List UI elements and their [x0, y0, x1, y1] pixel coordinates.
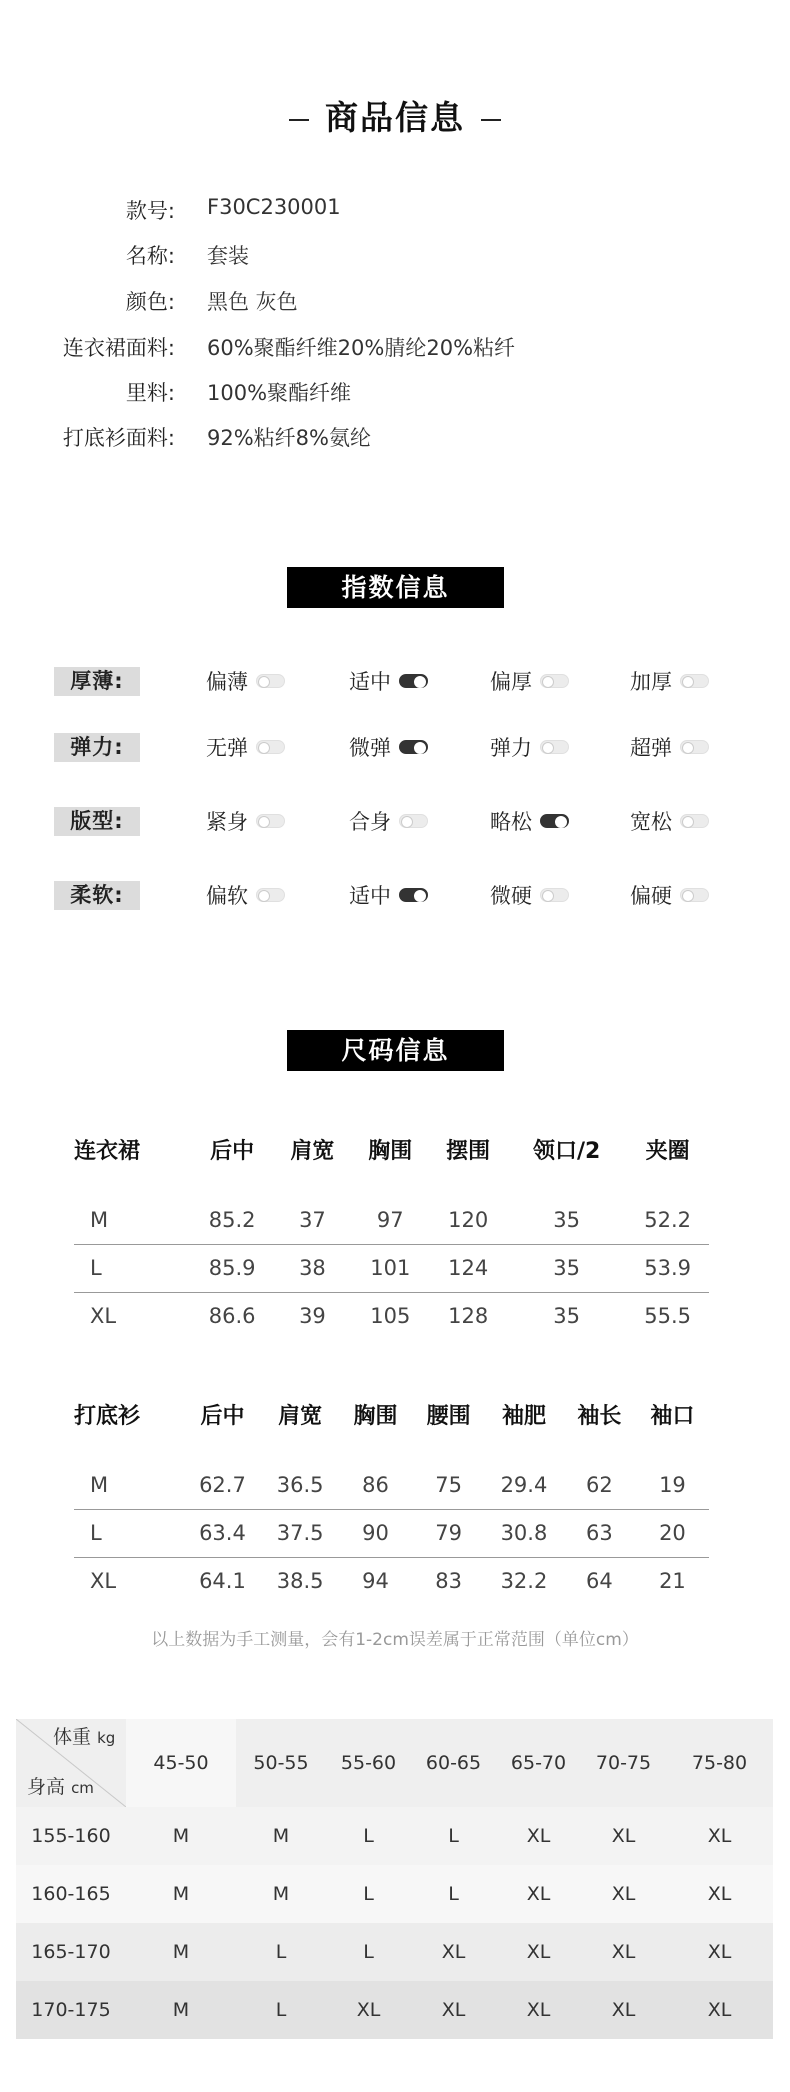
index-option: [490, 733, 569, 763]
index-row: [0, 733, 790, 763]
table-cell: 105: [370, 1304, 411, 1329]
rec-corner-cell: [16, 1719, 126, 1807]
index-option-label: 合身: [349, 810, 391, 834]
table-row: [74, 1461, 709, 1509]
table-cell: 38.5: [276, 1569, 324, 1594]
info-label: 里料:: [125, 381, 175, 405]
table-cell: 35: [507, 1196, 626, 1244]
table-cell: 86.6: [208, 1304, 256, 1329]
info-value: 套装: [207, 244, 249, 268]
table-cell: 94: [362, 1569, 389, 1594]
size-cell: L: [275, 1941, 287, 1963]
weight-range-header: 45-50: [153, 1752, 209, 1774]
index-row: [0, 881, 790, 911]
index-option: [490, 667, 569, 697]
weight-range-header: 55-60: [340, 1752, 397, 1774]
table-cell: 128: [448, 1304, 489, 1329]
index-option-label: 偏软: [206, 884, 248, 908]
table-cell: 32.2: [500, 1569, 548, 1594]
table-cell: 19: [636, 1461, 709, 1509]
table-header-row: [74, 1130, 709, 1196]
size-cell: L: [448, 1825, 459, 1847]
size-cell: XL: [611, 1883, 636, 1905]
size-cell: XL: [356, 1999, 381, 2021]
height-range-cell: 165-170: [31, 1941, 111, 1963]
table-cell: 85.2: [191, 1196, 274, 1244]
table-cell: 83: [435, 1569, 462, 1594]
info-label: 名称:: [125, 244, 175, 268]
table-cell: L: [74, 1244, 191, 1292]
rec-row: [16, 1807, 773, 1865]
index-option: [349, 733, 428, 763]
dress-size-table: [74, 1130, 709, 1340]
size-cell: XL: [526, 1883, 551, 1905]
table-cell: XL: [90, 1304, 117, 1329]
table-cell: 53.9: [626, 1244, 709, 1292]
index-option: [206, 733, 285, 763]
size-cell: XL: [526, 1825, 551, 1847]
info-row-lining: [0, 377, 790, 417]
size-cell: L: [363, 1825, 374, 1847]
index-option: [349, 807, 428, 837]
toggle-icon: [540, 814, 569, 828]
height-range-cell: 155-160: [31, 1825, 111, 1847]
title-dash-right: [481, 119, 501, 121]
toggle-icon: [540, 674, 569, 688]
size-cell: L: [448, 1883, 459, 1905]
info-label: 款号:: [125, 199, 175, 223]
index-option-label: 偏厚: [490, 670, 532, 694]
table-header-cell: 肩宽: [278, 1404, 323, 1429]
table-cell: M: [74, 1461, 184, 1509]
table-header-cell: 袖口: [650, 1404, 695, 1429]
index-label: 版型:: [54, 807, 140, 836]
size-cell: XL: [707, 1825, 732, 1847]
toggle-icon: [680, 888, 709, 902]
index-option-label: 偏薄: [206, 670, 248, 694]
rec-row: [16, 1981, 773, 2039]
size-cell: L: [363, 1941, 374, 1963]
table-cell: 55.5: [644, 1304, 691, 1329]
index-option: [206, 807, 285, 837]
table-cell: 64.1: [199, 1569, 246, 1594]
table-cell: XL: [90, 1569, 117, 1594]
size-recommendation-grid: [16, 1719, 773, 2038]
index-info-banner: 指数信息: [287, 567, 504, 608]
table-header-cell: 夹圈: [645, 1139, 690, 1164]
index-option-label: 加厚: [630, 670, 672, 694]
index-option-label: 弹力: [490, 736, 532, 760]
table-cell: 120: [429, 1196, 507, 1244]
index-label: 厚薄:: [54, 667, 140, 696]
table-cell: 85.9: [191, 1244, 274, 1292]
index-option: [490, 807, 569, 837]
index-option-label: 无弹: [206, 736, 248, 760]
info-value: 60%聚酯纤维20%腈纶20%粘纤: [207, 336, 516, 360]
info-value: 黑色 灰色: [207, 290, 298, 314]
table-header-cell: 肩宽: [290, 1139, 335, 1164]
table-cell: 21: [659, 1569, 686, 1594]
height-range-cell: 160-165: [31, 1883, 111, 1905]
product-info-title: 商品信息: [0, 92, 790, 139]
toggle-icon: [399, 814, 428, 828]
size-cell: XL: [707, 1941, 732, 1963]
table-cell: 30.8: [485, 1509, 563, 1557]
info-value: F30C230001: [207, 195, 341, 219]
table-header-cell: 腰围: [426, 1404, 471, 1429]
table-cell: L: [74, 1509, 184, 1557]
info-label: 打底衫面料:: [62, 426, 175, 450]
size-cell: M: [272, 1883, 290, 1905]
table-header-cell: 胸围: [353, 1404, 398, 1429]
toggle-icon: [256, 674, 285, 688]
size-cell: L: [275, 1999, 287, 2021]
table-cell: 101: [351, 1244, 429, 1292]
toggle-icon: [256, 814, 285, 828]
table-cell: 36.5: [261, 1461, 339, 1509]
info-row-name: [0, 240, 790, 280]
index-option-label: 宽松: [630, 810, 672, 834]
table-header-cell: 后中: [210, 1139, 255, 1164]
index-option-label: 适中: [349, 670, 391, 694]
table-header-row: [74, 1395, 709, 1461]
table-header-cell: 领口/2: [532, 1139, 601, 1164]
shirt-size-table: [74, 1395, 709, 1605]
index-option-label: 适中: [349, 884, 391, 908]
size-cell: XL: [611, 1941, 636, 1963]
table-cell: 62.7: [184, 1461, 262, 1509]
table-cell: 64: [585, 1569, 613, 1594]
size-cell: XL: [441, 1941, 466, 1963]
measurement-note: 以上数据为手工测量，会有1-2cm误差属于正常范围（单位cm）: [151, 1630, 639, 1650]
size-cell: XL: [707, 1999, 732, 2021]
size-cell: XL: [611, 1999, 636, 2021]
table-cell: 75: [412, 1461, 485, 1509]
table-cell: M: [74, 1196, 191, 1244]
title-dash-left: [289, 119, 309, 121]
index-option: [349, 881, 428, 911]
table-cell: 63: [563, 1509, 636, 1557]
table-cell: 38: [274, 1244, 352, 1292]
info-value: 92%粘纤8%氨纶: [207, 426, 371, 450]
size-cell: M: [272, 1825, 290, 1847]
table-cell: 35: [553, 1304, 580, 1329]
table-cell: 63.4: [184, 1509, 262, 1557]
index-label: 柔软:: [54, 881, 140, 910]
table-cell: 124: [429, 1244, 507, 1292]
table-header-cell: 袖长: [577, 1404, 622, 1429]
table-header-cell: 袖肥: [501, 1404, 546, 1429]
size-cell: M: [172, 1999, 190, 2021]
toggle-icon: [680, 814, 709, 828]
height-range-cell: 170-175: [31, 1999, 111, 2021]
info-row-shirt-fabric: [0, 422, 790, 462]
index-option: [630, 667, 709, 697]
info-label: 连衣裙面料:: [62, 336, 175, 360]
size-info-banner: 尺码信息: [287, 1030, 504, 1071]
info-label: 颜色:: [125, 290, 175, 314]
table-cell: 52.2: [626, 1196, 709, 1244]
index-option-label: 偏硬: [630, 884, 672, 908]
table-cell: 97: [351, 1196, 429, 1244]
table-cell: 86: [339, 1461, 412, 1509]
size-cell: XL: [707, 1883, 732, 1905]
rec-row: [16, 1923, 773, 1981]
table-row: [74, 1509, 709, 1557]
weight-range-header: 50-55: [253, 1752, 309, 1774]
info-value: 100%聚酯纤维: [207, 381, 352, 405]
toggle-icon: [399, 888, 428, 902]
toggle-icon: [540, 888, 569, 902]
toggle-icon: [399, 674, 428, 688]
weight-label: 体重 kg: [53, 1726, 116, 1748]
table-cell: 79: [412, 1509, 485, 1557]
index-option: [490, 881, 569, 911]
size-cell: XL: [526, 1999, 551, 2021]
index-option-label: 略松: [490, 810, 532, 834]
index-option: [630, 881, 709, 911]
toggle-icon: [680, 740, 709, 754]
table-row: [74, 1292, 709, 1340]
index-option: [206, 667, 285, 697]
table-header-cell: 摆围: [446, 1139, 491, 1164]
rec-row: [16, 1865, 773, 1923]
table-header-cell: 连衣裙: [74, 1139, 141, 1164]
table-cell: 39: [299, 1304, 326, 1329]
table-cell: 37.5: [261, 1509, 339, 1557]
index-option-label: 超弹: [630, 736, 672, 760]
table-cell: 20: [636, 1509, 709, 1557]
table-cell: 35: [507, 1244, 626, 1292]
table-row: [74, 1196, 709, 1244]
index-option: [206, 881, 285, 911]
toggle-icon: [680, 674, 709, 688]
index-label: 弹力:: [54, 733, 140, 762]
table-cell: 62: [563, 1461, 636, 1509]
size-cell: XL: [611, 1825, 636, 1847]
table-cell: 37: [274, 1196, 352, 1244]
index-option: [349, 667, 428, 697]
weight-range-header: 60-65: [425, 1752, 482, 1774]
size-cell: M: [172, 1825, 190, 1847]
table-cell: 90: [339, 1509, 412, 1557]
index-option-label: 紧身: [206, 810, 248, 834]
index-option-label: 微硬: [490, 884, 532, 908]
toggle-icon: [540, 740, 569, 754]
size-cell: M: [172, 1883, 190, 1905]
weight-range-header: 70-75: [595, 1752, 652, 1774]
toggle-icon: [399, 740, 428, 754]
table-row: [74, 1557, 709, 1605]
weight-range-header: 65-70: [510, 1752, 567, 1774]
index-option-label: 微弹: [349, 736, 391, 760]
table-header-cell: 打底衫: [74, 1404, 141, 1429]
info-row-dress-fabric: [0, 332, 790, 372]
size-cell: XL: [441, 1999, 466, 2021]
info-row-color: [0, 286, 790, 326]
size-cell: XL: [526, 1941, 551, 1963]
toggle-icon: [256, 740, 285, 754]
weight-range-header: 75-80: [691, 1752, 748, 1774]
size-cell: L: [363, 1883, 374, 1905]
toggle-icon: [256, 888, 285, 902]
info-row-style-no: [0, 195, 790, 235]
table-header-cell: 后中: [200, 1404, 245, 1429]
index-row: [0, 667, 790, 697]
height-label: 身高 cm: [27, 1776, 94, 1798]
size-cell: M: [172, 1941, 190, 1963]
table-row: [74, 1244, 709, 1292]
index-option: [630, 807, 709, 837]
index-row: [0, 807, 790, 837]
table-cell: 29.4: [485, 1461, 563, 1509]
index-option: [630, 733, 709, 763]
table-header-cell: 胸围: [368, 1139, 413, 1164]
